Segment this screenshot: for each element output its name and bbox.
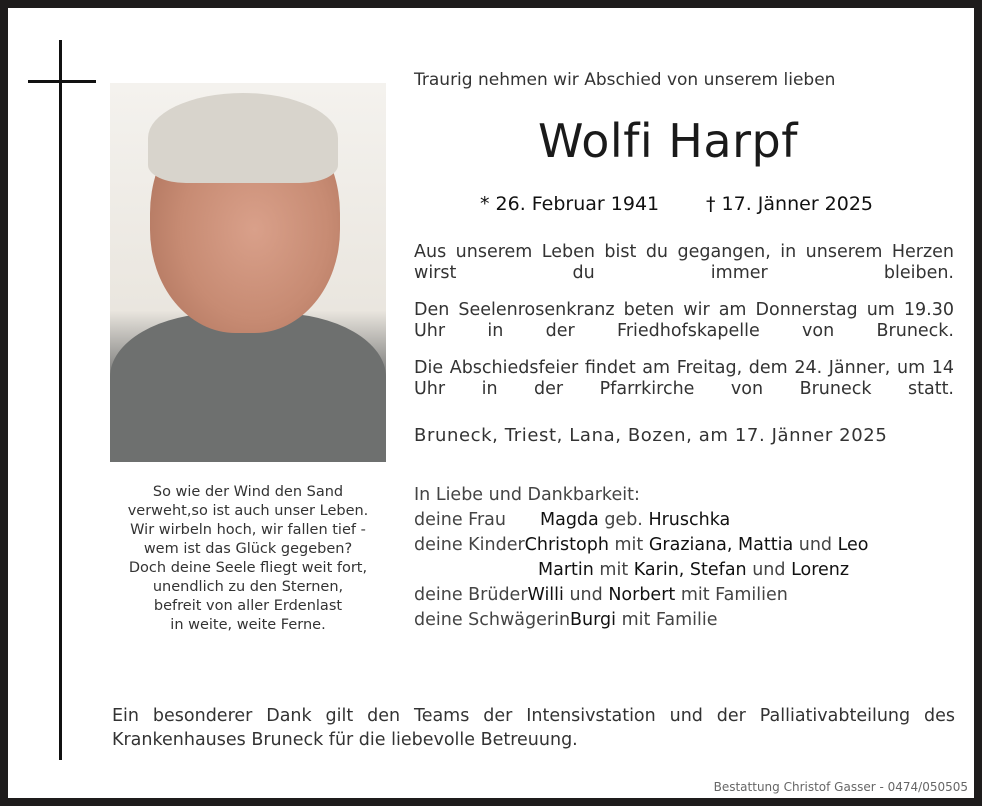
thanks-text: Ein besonderer Dank gilt den Teams der Intensivstation und der Palliativabteilung des Krankenhauses Bruneck für die liebevolle Betreuung. bbox=[112, 706, 955, 750]
family-label: deine Kinder bbox=[414, 535, 525, 555]
family-list bbox=[414, 508, 869, 633]
portrait-photo bbox=[110, 83, 386, 462]
family-label: deine Schwägerin bbox=[414, 610, 571, 630]
family-member-name: Graziana, Mattia bbox=[648, 535, 794, 555]
family-label: deine Frau bbox=[414, 510, 506, 530]
family-member-name: Leo bbox=[837, 535, 869, 555]
paragraph: Die Abschiedsfeier findet am Freitag, dem 24. Jänner, um 14 Uhr in der Pfarrkirche von Bruneck statt. bbox=[414, 358, 954, 399]
family-member-name: Lorenz bbox=[791, 560, 850, 580]
poem-line: Wir wirbeln hoch, wir fallen tief - bbox=[130, 522, 366, 538]
place-date: Bruneck, Triest, Lana, Bozen, am 17. Jänner 2025 bbox=[414, 425, 888, 446]
family-label: deine Brüder bbox=[414, 585, 528, 605]
family-member-name: Burgi bbox=[570, 610, 617, 630]
family-row bbox=[414, 583, 869, 608]
paragraph: Aus unserem Leben bist du gegangen, in unserem Herzen wirst du immer bleiben. bbox=[414, 242, 954, 283]
poem-line: So wie der Wind den Sand bbox=[152, 484, 344, 500]
family-member-name: Magda bbox=[540, 510, 599, 530]
poem-line: Doch deine Seele fliegt weit fort, bbox=[128, 560, 368, 576]
family-connector: geb. bbox=[598, 510, 649, 530]
poem-line: verweht,so ist auch unser Leben. bbox=[127, 503, 369, 519]
deceased-name: Wolfi Harpf bbox=[538, 114, 798, 168]
cross-icon-bar bbox=[28, 80, 96, 83]
family-connector: mit bbox=[593, 560, 634, 580]
poem-line: befreit von aller Erdenlast bbox=[153, 598, 343, 614]
family-connector: mit Familien bbox=[675, 585, 788, 605]
poem-line: in weite, weite Ferne. bbox=[170, 617, 326, 633]
family-connector: und bbox=[746, 560, 792, 580]
poem-line: wem ist das Glück gegeben? bbox=[143, 541, 353, 557]
family-heading: In Liebe und Dankbarkeit: bbox=[414, 485, 640, 505]
paragraph: Den Seelenrosenkranz beten wir am Donnerstag um 19.30 Uhr in der Friedhofskapelle von Bruneck. bbox=[414, 300, 954, 341]
family-member-name: Karin, Stefan bbox=[633, 560, 747, 580]
family-member-name: Hruschka bbox=[648, 510, 731, 530]
birth-date: * 26. Februar 1941 bbox=[480, 193, 660, 215]
family-row bbox=[414, 608, 869, 633]
death-date: † 17. Jänner 2025 bbox=[706, 193, 874, 215]
family-row bbox=[414, 533, 869, 558]
family-connector: mit Familie bbox=[616, 610, 718, 630]
poem bbox=[110, 483, 386, 635]
cross-icon bbox=[59, 40, 62, 760]
family-connector: und bbox=[793, 535, 838, 555]
funeral-home-footer: Bestattung Christof Gasser - 0474/050505 bbox=[713, 780, 968, 794]
family-connector: und bbox=[563, 585, 609, 605]
family-member-name: Willi bbox=[527, 585, 564, 605]
family-member-name: Martin bbox=[538, 560, 594, 580]
family-member-name: Christoph bbox=[524, 535, 609, 555]
family-row bbox=[414, 508, 869, 533]
family-member-name: Norbert bbox=[608, 585, 676, 605]
poem-line: unendlich zu den Sternen, bbox=[152, 579, 344, 595]
intro-text: Traurig nehmen wir Abschied von unserem lieben bbox=[414, 70, 836, 90]
family-connector: mit bbox=[608, 535, 649, 555]
family-row bbox=[414, 558, 869, 583]
